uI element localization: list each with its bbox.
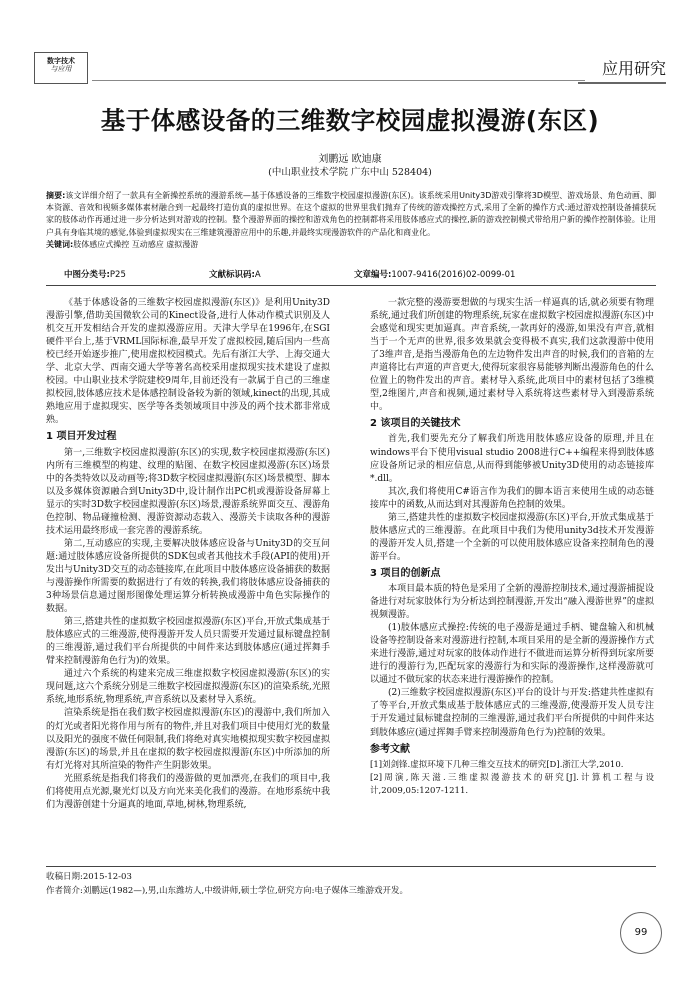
section-1-heading: 1 项目开发过程 [46, 431, 117, 443]
affiliation: (中山职业技术学院 广东中山 528404) [268, 167, 432, 178]
author-bio: 作者简介:刘鹏远(1982—),男,山东潍坊人,中级讲师,硕士学位,研究方向:电子媒体三维游戏开发。 [46, 886, 409, 896]
paragraph: 其次,我们将使用C#语言作为我们的脚本语言来使用生成的动态链接库中的函数,从而达到对其漫游角色控制的效果。 [370, 486, 654, 510]
clc-field [64, 268, 126, 280]
section-label: 应用研究 [578, 56, 666, 84]
right-column [370, 297, 654, 798]
article-title: 基于体感设备的三维数字校园虚拟漫游(东区) [100, 106, 600, 135]
abstract-text: 该文详细介绍了一款具有全新操控系统的漫游系统—基于体感设备的三维数字校园虚拟漫游(东区)。该系统采用Unity3D游戏引擎将3D模型、游戏场景、角色动画、脚本资源、音效和视频多媒体素材融合到一起最终打造仿真的虚拟世界。在这个虚拟的世界里我们抛弃了传统的游戏操控方式,采用了全新的操作方式:通过游戏控制设备捕获玩家的肢体动作再通过进一步分析达到对游戏的控制。整个漫游界面的操控和游戏角色的控制都将采用肢体感应式的操控,新的游戏控制模式带给用户新的操作控制体验。让用户具有身临其境的感觉,体验到虚拟现实在三维建筑漫游应用中的乐趣,并最终实现漫游软件的产品化和商业化。 [46, 191, 656, 237]
article-number-field [354, 268, 515, 280]
paragraph: 第三,搭建共性的虚拟数字校园虚拟漫游(东区)平台,开放式集成基于肢体感应式的三维漫游,使得漫游开发人员只需要开发通过鼠标键盘控制的三维漫游,通过我们平台所提供的中间件来达到肢体感应(通过挥舞手臂来控制漫游角色行为)的效果。 [46, 617, 330, 667]
paragraph: 第二,互动感应的实现,主要解决肢体感应设备与Unity3D的交互问题:通过肢体感应设备所提供的SDK包或者其他技术手段(API的使用)开发出与Unity3D交互的动态链接库,在此项目中肢体感应设备捕获的数据与漫游操作所需要的数据进行了有效的转换,我们将肢体感应设备捕获的3种场景信息通过图形图像处理运算分析转换成漫游中角色实际操作的数据。 [46, 538, 330, 615]
abstract-label: 摘要: [46, 191, 66, 200]
paragraph: 第一,三维数字校园虚拟漫游(东区)的实现,数字校园虚拟漫游(东区)内所有三维模型的构建、纹理的贴图、在数字校园虚拟漫游(东区)场景中的各类特效以及动画等;将3D数字校园虚拟漫游(东区)场景模型、脚本以及多媒体资源融合到Unity3D中,设计制作出PC机或漫游设备屏幕上显示的实时3D数字校园虚拟漫游(东区)场景,漫游系统界面交互、漫游角色控制、物品碰撞检测、漫游资源动态载入、漫游关卡读取各种的漫游技术运用最终形成一套完善的漫游系统。 [46, 447, 330, 536]
doc-code-field [209, 268, 261, 280]
doc-code-value: A [254, 270, 261, 280]
reference-item: [2]周演,陈天滋.三维虚拟漫游技术的研究[J].计算机工程与设计,2009,05:1207-1211. [370, 772, 654, 796]
received-date: 收稿日期:2015-12-03 [46, 872, 132, 882]
page-number-seal: 99 [620, 912, 662, 954]
paragraph: 通过六个系统的构建来完成三维虚拟数字校园虚拟漫游(东区)的实现问题,这六个系统分别是三维数字校园虚拟漫游(东区)的渲染系统,光照系统,地形系统,物理系统,声音系统以及素材导入系统。 [46, 669, 330, 706]
paragraph: (2)三维数字校园虚拟漫游(东区)平台的设计与开发:搭建共性虚拟有了等平台,开放式集成基于肢体感应式的三维漫游,使漫游开发人员专注于开发通过鼠标键盘控制的三维漫游,通过我们平台所提供的中间件来达到肢体感应(通过挥舞手臂来控制漫游角色行为)控制的效果。 [370, 688, 654, 738]
section-2-heading: 2 该项目的关键技术 [370, 418, 461, 430]
paragraph: (1)肢体感应式操控:传统的电子漫游是通过手柄、键盘输入和机械设备等控制设备来对漫游进行控制,本项目采用的是全新的漫游操作方式来进行漫游,通过对玩家的肢体动作进行不做进而运算分析得到玩家所要进行的漫游行为,匹配玩家的漫游行为和实际的漫游操作,这样漫游就可以通过不做玩家的状态来进行漫游操作的控制。 [370, 623, 654, 686]
abstract-separator [46, 285, 656, 286]
article-number-label: 文章编号: [354, 270, 392, 280]
paragraph: 光照系统是指我们将我们的漫游做的更加漂亮,在我们的项目中,我们将使用点光源,聚光灯以及方向光来美化我们的漫游。在地形系统中我们为漫游创建十分逼真的地面,草地,树林,物理系统, [46, 773, 330, 810]
section-3-heading: 3 项目的创新点 [370, 567, 441, 579]
intro-paragraph: 《基于体感设备的三维数字校园虚拟漫游(东区)》是利用Unity3D漫游引擎,借助美国微软公司的Kinect设备,进行人体动作模式识别及人机交互开发相结合开发的虚拟漫游应用。天津大学早在1996年,在SGI硬件平台上,基于VRML国际标准,最早开发了虚拟校园,随后国内一些高校已经开始逐步推广,使用虚拟校园模式。先后有浙江大学、上海交通大学、北京大学、西南交通大学等著名高校采用虚拟现实技术建设了虚拟校园。中山职业技术学院建校9周年,目前还没有一款属于自己的三维虚拟校园,肢体感应技术是体感控制设备较为新的领域,kinect的出现,其成熟地应用于虚拟现实、医学等各类领域项目中涉及的两个技术都非常成熟。 [46, 298, 330, 426]
abstract-block [46, 190, 656, 251]
references-heading: 参考文献 [370, 743, 410, 755]
doc-code-label: 文献标识码: [209, 270, 255, 280]
left-column [46, 297, 330, 812]
header-rule [92, 80, 585, 81]
paragraph: 一款完整的漫游要想做的与现实生活一样逼真的话,就必须要有物理系统,通过我们所创建的物理系统,玩家在虚拟数字校园虚拟漫游(东区)中会感觉和现实更加逼真。声音系统,一款再好的漫游,如果没有声音,就相当于一个无声的世界,很多效果就会变得极不真实,我们这款漫游中使用了3维声音,是指当漫游角色的左边物件发出声音的时候,我们的音箱的左声道将比右声道的声音更大,使得玩家很容易能够判断出漫游角色的什么位置上的物件发出的声音。素材导入系统,此项目中的素材包括了3维模型,2维图片,声音和视频,通过素材导入系统将这些素材导入到漫游系统中。 [370, 298, 654, 413]
footer-rule [46, 866, 656, 867]
paragraph: 本项目最本质的特色是采用了全新的漫游控制技术,通过漫游捕捉设备进行对玩家肢体行为分析达到控制漫游,开发出“融入漫游世界”的虚拟视频漫游。 [370, 583, 654, 621]
authors: 刘鹏远 欧迪康 [318, 154, 382, 165]
paragraph: 第三,搭建共性的虚拟数字校园虚拟漫游(东区)平台,开放式集成基于肢体感应式的三维漫游。在此项目中我们为使用unity3d技术开发漫游的漫游开发人员,搭建一个全新的可以使用肢体感应设备来控制角色的漫游平台。 [370, 512, 654, 562]
journal-name-line2: 与应用 [50, 65, 72, 73]
reference-item: [1]刘剑锋.虚拟环境下几种三维交互技术的研究[D].浙江大学,2010. [370, 759, 624, 770]
article-number-value: 1007-9416(2016)02-0099-01 [391, 270, 516, 280]
journal-badge [34, 52, 88, 84]
journal-name-line1: 数字技术 [47, 56, 75, 65]
keywords-label: 关键词: [46, 239, 74, 249]
paragraph: 首先,我们要先充分了解我们所选用肢体感应设备的原理,并且在windows平台下使用visual studio 2008进行C++编程来得到肢体感应设备所记录的相应信息,从而得到能够被Unity3D使用的动态链接库*.dll。 [370, 434, 654, 484]
keywords-text: 肢体感应式操控 互动感应 虚拟漫游 [73, 239, 199, 249]
paragraph: 渲染系统是指在我们数字校园虚拟漫游(东区)的漫游中,我们所加入的灯光或者阳光将作用与所有的物件,并且对我们项目中使用灯光的数量以及阳光的强度不做任何限制,我们将绝对真实地模拟现实数字校园虚拟漫游(东区)的场景,并且在虚拟的数字校园虚拟漫游(东区)中所添加的所有灯光将对其所渲染的物件产生阴影效果。 [46, 708, 330, 771]
clc-label: 中图分类号: [64, 270, 110, 280]
clc-value: P25 [109, 270, 126, 280]
